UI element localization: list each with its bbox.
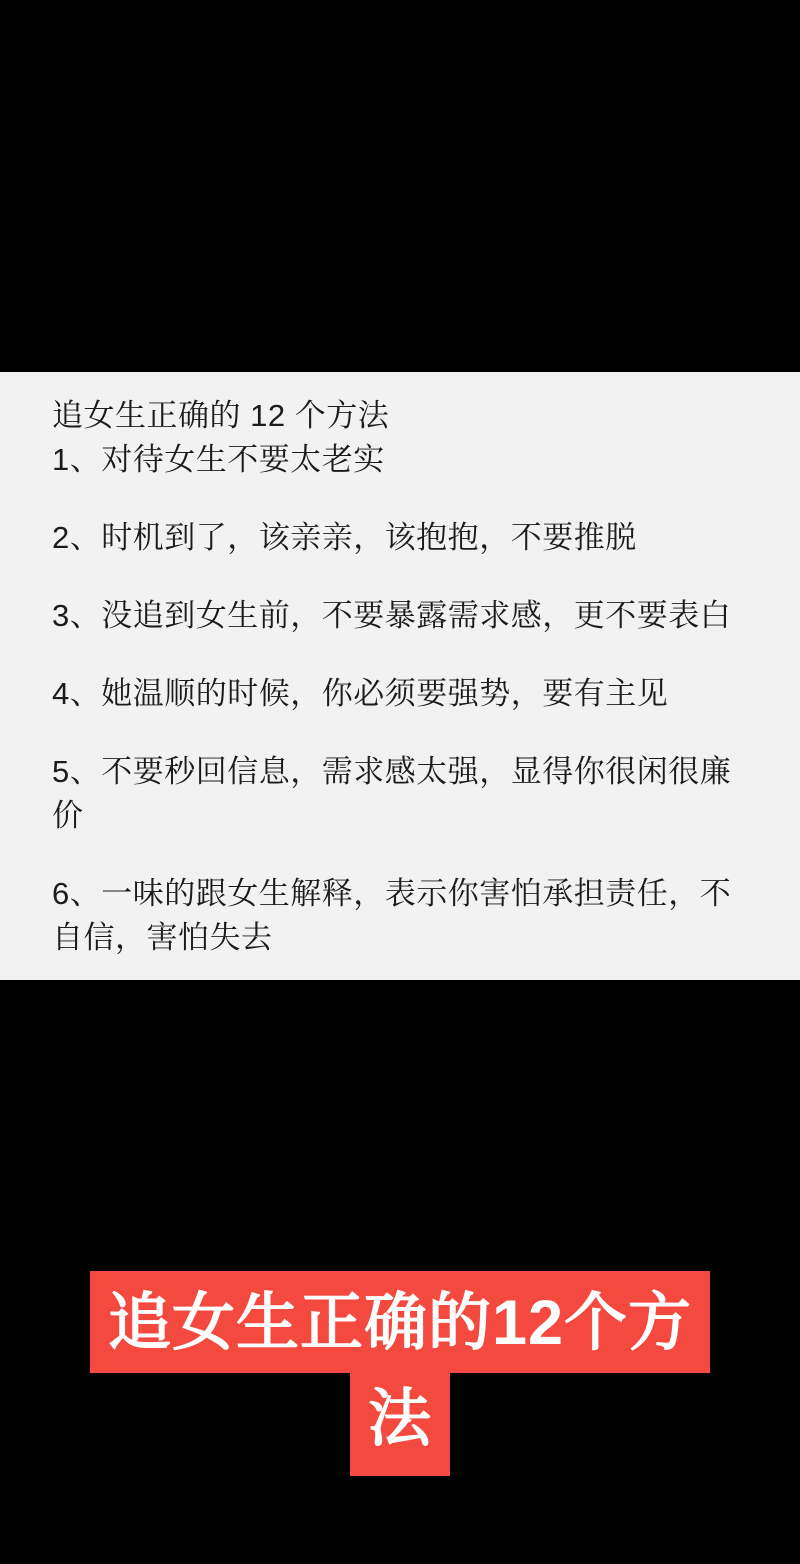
list-item-4: 4、她温顺的时候，你必须要强势，要有主见: [52, 676, 669, 712]
banner-line-2: 法: [350, 1373, 450, 1476]
list-item-1: 1、对待女生不要太老实: [52, 442, 385, 478]
list-item-2: 2、时机到了，该亲亲，该抱抱，不要推脱: [52, 520, 637, 556]
text-card: [0, 372, 800, 980]
list-item-3: 3、没追到女生前，不要暴露需求感，更不要表白: [52, 598, 732, 634]
card-title: 追女生正确的 12 个方法: [52, 398, 390, 433]
list-item-6: 6、一味的跟女生解释，表示你害怕承担责任，不自信，害怕失去: [52, 876, 732, 956]
banner-row-1: [0, 1271, 800, 1374]
banner: [0, 1271, 800, 1564]
top-black-area: [0, 0, 800, 372]
banner-line-1: 追女生正确的12个方: [90, 1271, 710, 1374]
banner-row-2: [0, 1373, 800, 1476]
list-item-5: 5、不要秒回信息，需求感太强，显得你很闲很廉价: [52, 754, 732, 834]
